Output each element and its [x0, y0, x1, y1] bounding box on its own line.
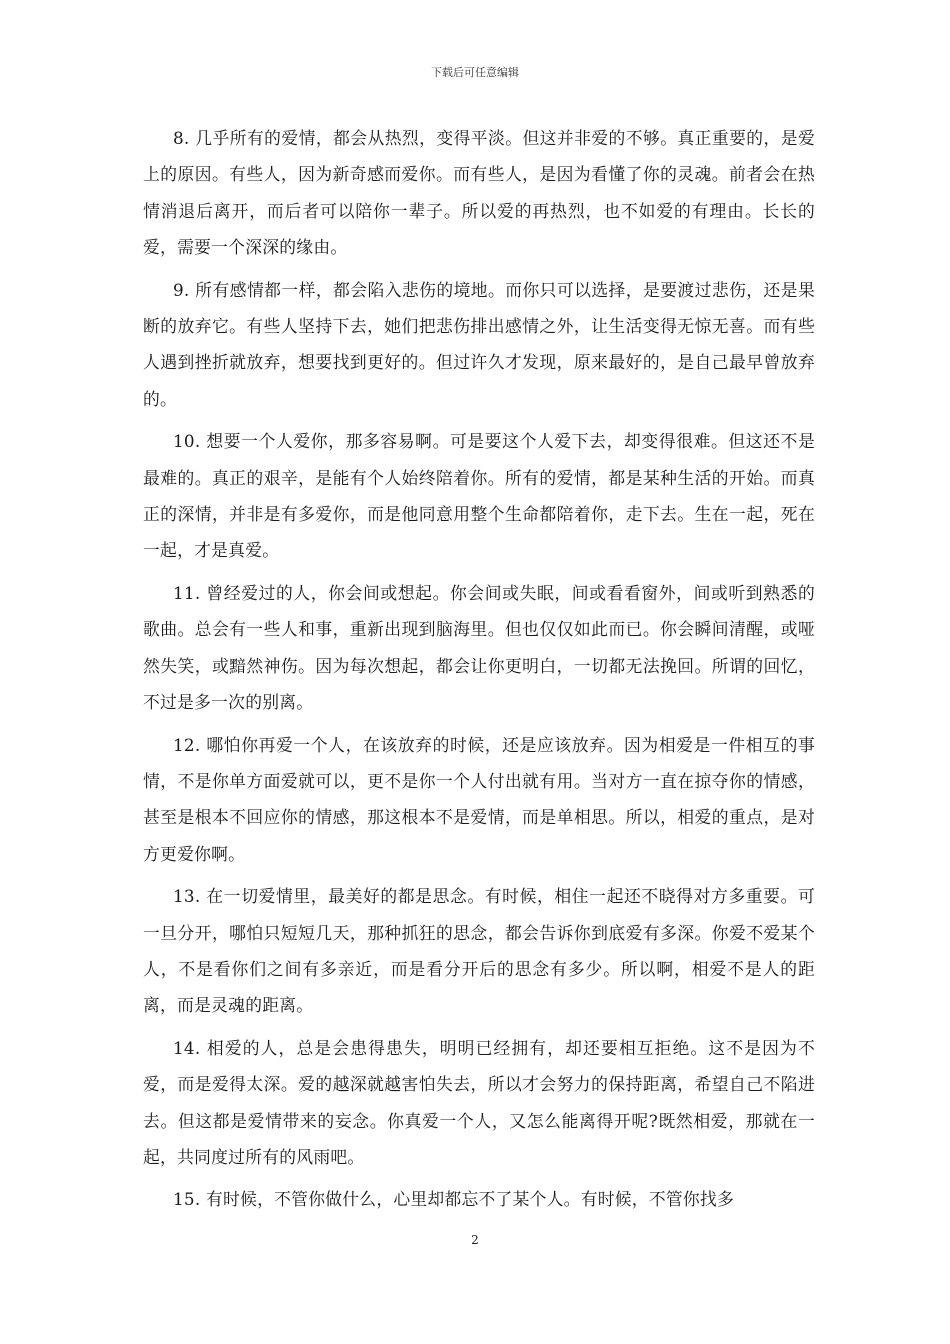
paragraph-15: 15. 有时候，不管你做什么，心里却都忘不了某个人。有时候，不管你找多: [173, 1189, 734, 1210]
paragraph-14: 14. 相爱的人，总是会患得患失，明明已经拥有，却还要相互拒绝。这不是因为不爱，而是爱得太深。爱的越深就越害怕失去，所以才会努力的保持距离，希望自己不陷进去。但这都是爱情带来的妄念。你真爱一个人，又怎么能离得开呢?既然相爱，那就在一起，共同度过所有的风雨吧。: [143, 1037, 815, 1167]
paragraph-11: 11. 曾经爱过的人，你会间或想起。你会间或失眠，间或看看窗外，间或听到熟悉的歌曲。总会有一些人和事，重新出现到脑海里。但也仅仅如此而已。你会瞬间清醒，或哑然失笑，或黯然神伤。因为每次想起，都会让你更明白，一切都无法挽回。所谓的回忆，不过是多一次的别离。: [143, 582, 815, 713]
paragraph-8: 8. 几乎所有的爱情，都会从热烈，变得平淡。但这并非爱的不够。真正重要的，是爱上的原因。有些人，因为新奇感而爱你。而有些人，是因为看懂了你的灵魂。前者会在热情消退后离开，而后者可以陪你一辈子。所以爱的再热烈，也不如爱的有理由。长长的爱，需要一个深深的缘由。: [143, 128, 815, 258]
page-number: 2: [471, 1233, 479, 1247]
body-text: [143, 120, 815, 1224]
paragraph-12: 12. 哪怕你再爱一个人，在该放弃的时候，还是应该放弃。因为相爱是一件相互的事情，不是你单方面爱就可以，更不是你一个人付出就有用。当对方一直在掠夺你的情感，甚至是根本不回应你的情感，那这根本不是爱情，而是单相思。所以，相爱的重点，是对方更爱你啊。: [143, 734, 815, 864]
page-header: 下载后可任意编辑: [431, 66, 519, 79]
paragraph-10: 10. 想要一个人爱你，那多容易啊。可是要这个人爱下去，却变得很难。但这还不是最难的。真正的艰辛，是能有个人始终陪着你。所有的爱情，都是某种生活的开始。而真正的深情，并非是有多爱你，而是他同意用整个生命都陪着你，走下去。生在一起，死在一起，才是真爱。: [143, 431, 815, 561]
paragraph-9: 9. 所有感情都一样，都会陷入悲伤的境地。而你只可以选择，是要渡过悲伤，还是果断的放弃它。有些人坚持下去，她们把悲伤排出感情之外，让生活变得无惊无喜。而有些人遇到挫折就放弃，想要找到更好的。但过许久才发现，原来最好的，是自己最早曾放弃的。: [143, 279, 815, 409]
paragraph-13: 13. 在一切爱情里，最美好的都是思念。有时候，相住一起还不晓得对方多重要。可一旦分开，哪怕只短短几天，那种抓狂的思念，都会告诉你到底爱有多深。你爱不爱某个人，不是看你们之间有多亲近，而是看分开后的思念有多少。所以啊，相爱不是人的距离，而是灵魂的距离。: [143, 886, 815, 1016]
